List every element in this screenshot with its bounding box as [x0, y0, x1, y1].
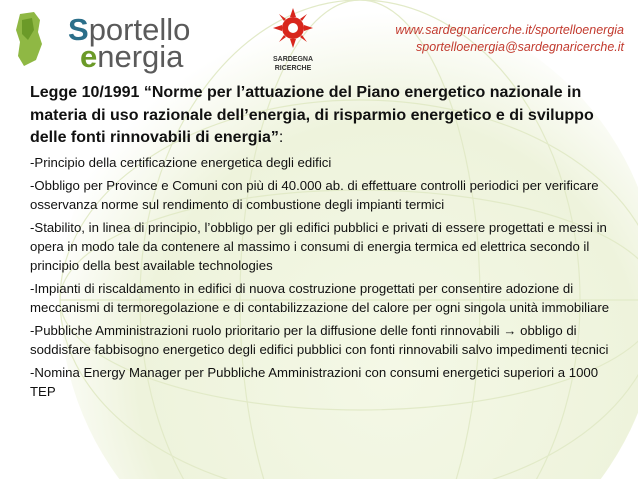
brand-line2 [80, 41, 183, 72]
brand-initial-e: e [80, 39, 98, 74]
slide-title-text: Legge 10/1991 “Norme per l’attuazione del Piano energetico nazionale in materia di uso razionale dell’energia, di risparmio energetico e di sviluppo delle fonti rinnovabili di energia” [30, 84, 594, 146]
sardegna-label: SARDEGNA [272, 56, 314, 63]
bullet-item: -Principio della certificazione energetica degli edifici [30, 154, 332, 170]
bullet-item: -Pubbliche Amministrazioni ruolo prioritario per la diffusione delle fonti rinnovabili → obbligo di soddisfare fabbisogno energetico degli edifici pubblici con fonti rinnovabili salvo impedimenti tecnici [30, 322, 609, 357]
sardegna-ricerche-logo [258, 8, 328, 80]
brand-word-portello: portello [88, 12, 191, 47]
email-link[interactable]: sportelloenergia@sardegnaricerche.it [416, 40, 624, 54]
sun-icon [273, 8, 313, 48]
bullet-item: -Nomina Energy Manager per Pubbliche Amministrazioni con consumi energetici superiori a 1000 TEP [30, 364, 599, 399]
bullet-item: -Impianti di riscaldamento in edifici di nuova costruzione progettati per consentire adozione di meccanismi di termoregolazione e di contabilizzazione del calore per ogni singola unità immobiliare [30, 280, 610, 315]
title-colon: : [278, 129, 284, 146]
header [0, 0, 638, 82]
website-link[interactable]: www.sardegnaricerche.it/sportelloenergia [395, 23, 624, 37]
brand-initial-s: S [68, 12, 89, 47]
sardinia-leaf-icon [10, 10, 50, 70]
contacts [395, 22, 624, 56]
sardegna-ricerche-text [258, 55, 328, 73]
ricerche-label: RICERCHE [274, 65, 312, 72]
sportello-energia-logo [8, 4, 198, 76]
bullet-item: -Obbligo per Province e Comuni con più di 40.000 ab. di effettuare controlli periodici per verificare osservanza norme sul rendimento di combustione degli impianti termici [30, 177, 599, 212]
brand-word-energia: nergia [97, 39, 184, 74]
slide-content [30, 82, 620, 405]
bullet-item: -Stabilito, in linea di principio, l’obbligo per gli edifici pubblici e privati di essere progettati e messi in opera in modo tale da contenere al massimo i consumi di energia termica ed elettrica secondo il principio della best available technologies [30, 219, 607, 273]
slide-title [30, 82, 620, 150]
